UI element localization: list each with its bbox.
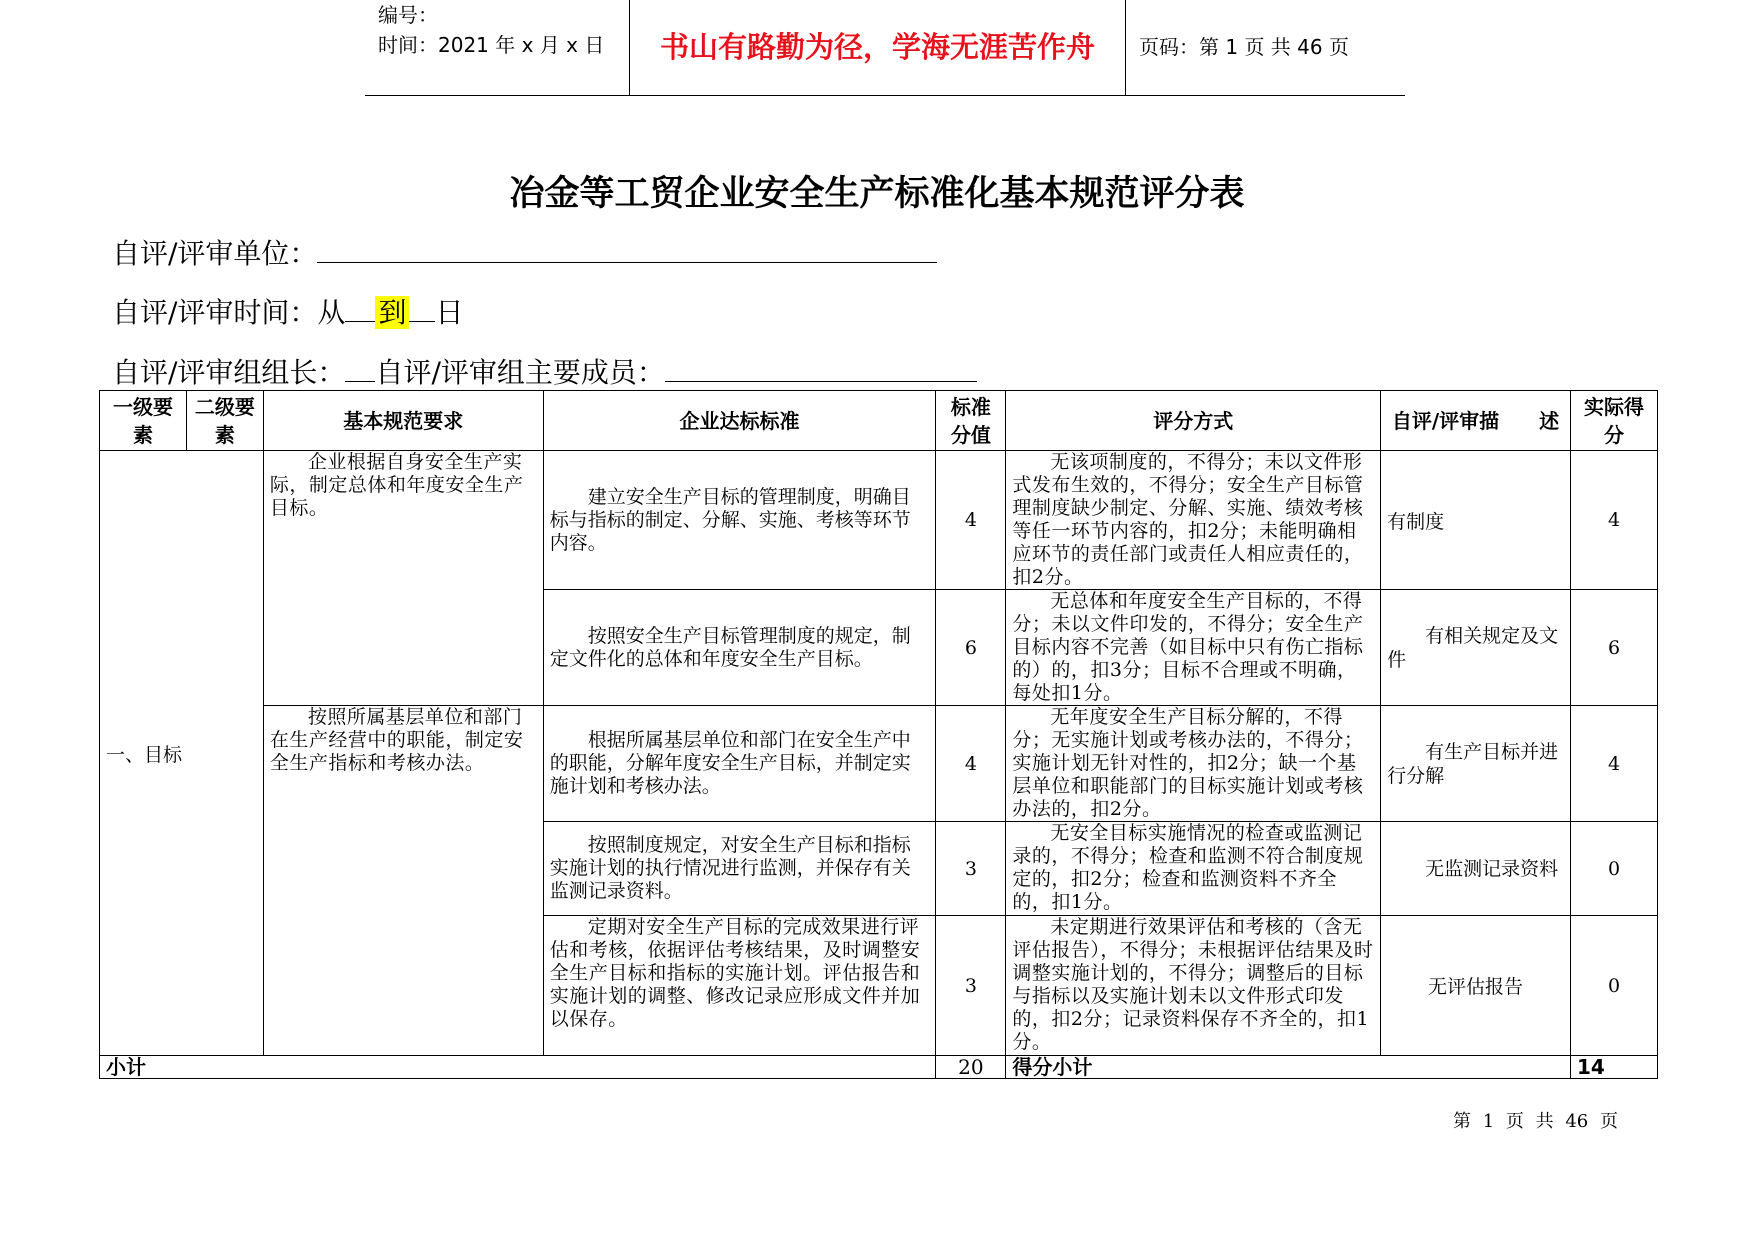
method-cell: 无总体和年度安全生产目标的，不得分；未以文件印发的，不得分；安全生产目标内容不完善（如目标中只有伤亡指标的）的，扣3分；目标不合理或不明确，每处扣1分。 [1006, 590, 1381, 706]
number-label: 编号： [378, 3, 438, 27]
col-standard: 企业达标标准 [543, 391, 936, 451]
page-footer: 第 1 页 共 46 页 [1453, 1111, 1618, 1132]
from-blank [345, 293, 375, 322]
team-line [112, 351, 977, 391]
unit-label: 自评/评审单位： [112, 237, 318, 270]
col-score: 实际得分 [1570, 391, 1657, 451]
method-cell: 未定期进行效果评估和考核的（含无评估报告），不得分；未根据评估结果及时调整实施计划的，不得分；调整后的目标与指标以及实施计划未以文件形式印发的，扣2分；记录资料保存不齐全的，扣1分。 [1006, 916, 1381, 1056]
desc-cell: 有制度 [1381, 451, 1571, 590]
points-cell: 3 [936, 916, 1006, 1056]
points-cell: 6 [936, 590, 1006, 706]
requirement-cell: 企业根据自身安全生产实际，制定总体和年度安全生产目标。 [263, 451, 543, 706]
method-cell: 无安全目标实施情况的检查或监测记录的，不得分；检查和监测不符合制度规定的，扣2分；检查和监测资料不齐全的，扣1分。 [1006, 822, 1381, 916]
points-cell: 4 [936, 706, 1006, 822]
col-points: 标准分值 [936, 391, 1006, 451]
time-label: 时间：2021 年 x 月 x 日 [378, 33, 605, 57]
table-row [100, 706, 1658, 822]
eval-time-label: 自评/评审时间：从 [112, 296, 346, 329]
unit-line [112, 232, 937, 272]
members-label: 自评/评审组主要成员： [375, 356, 665, 389]
standard-cell: 定期对安全生产目标的完成效果进行评估和考核，依据评估考核结果，及时调整安全生产目标和指标的实施计划。评估报告和实施计划的调整、修改记录应形成文件并加以保存。 [543, 916, 936, 1056]
subtotal-points: 20 [936, 1056, 1006, 1079]
points-cell: 4 [936, 451, 1006, 590]
col-method: 评分方式 [1006, 391, 1381, 451]
method-cell: 无该项制度的，不得分；未以文件形式发布生效的，不得分；安全生产目标管理制度缺少制定、分解、实施、绩效考核等任一环节内容的，扣2分；未能明确相应环节的责任部门或责任人相应责任的，扣2分。 [1006, 451, 1381, 590]
leader-label: 自评/评审组组长： [112, 356, 346, 389]
standard-cell: 根据所属基层单位和部门在安全生产中的职能，分解年度安全生产目标，并制定实施计划和考核办法。 [543, 706, 936, 822]
score-cell: 4 [1570, 706, 1657, 822]
desc-cell: 无监测记录资料 [1381, 822, 1571, 916]
slogan: 书山有路勤为径，学海无涯苦作舟 [630, 0, 1126, 95]
standard-cell: 按照安全生产目标管理制度的规定，制定文件化的总体和年度安全生产目标。 [543, 590, 936, 706]
members-blank [665, 353, 977, 382]
leader-blank [345, 353, 375, 382]
score-cell: 6 [1570, 590, 1657, 706]
score-subtotal: 14 [1570, 1056, 1657, 1079]
desc-cell: 有生产目标并进行分解 [1381, 706, 1571, 822]
document-title: 冶金等工贸企业安全生产标准化基本规范评分表 [509, 173, 1245, 214]
score-cell: 0 [1570, 916, 1657, 1056]
score-subtotal-label: 得分小计 [1006, 1056, 1571, 1079]
points-cell: 3 [936, 822, 1006, 916]
standard-cell: 按照制度规定，对安全生产目标和指标实施计划的执行情况进行监测，并保存有关监测记录资料。 [543, 822, 936, 916]
header-meta [365, 0, 630, 95]
score-cell: 0 [1570, 822, 1657, 916]
subtotal-row [100, 1056, 1658, 1079]
element-cell [100, 451, 264, 1056]
col-level1: 一级要素 [100, 391, 187, 451]
score-table [99, 390, 1658, 1079]
desc-cell: 有相关规定及文件 [1381, 590, 1571, 706]
to-blank [409, 293, 435, 322]
document-header [365, 0, 1405, 96]
unit-blank [317, 234, 937, 263]
col-level2: 二级要素 [186, 391, 263, 451]
col-self-eval: 自评/评审描 述 [1381, 391, 1571, 451]
time-line [112, 291, 463, 331]
table-header-row [100, 391, 1658, 451]
table-row [100, 451, 1658, 590]
page-info: 页码：第 1 页 共 46 页 [1139, 35, 1349, 59]
standard-cell: 建立安全生产目标的管理制度，明确目标与指标的制定、分解、实施、考核等环节内容。 [543, 451, 936, 590]
element-label: 一、目标 [106, 743, 183, 766]
col-requirement: 基本规范要求 [263, 391, 543, 451]
to-label: 到 [375, 296, 409, 329]
desc-cell: 无评估报告 [1381, 916, 1571, 1056]
method-cell: 无年度安全生产目标分解的，不得分；无实施计划或考核办法的，不得分；实施计划无针对性的，扣2分；缺一个基层单位和职能部门的目标实施计划或考核办法的，扣2分。 [1006, 706, 1381, 822]
requirement-cell: 按照所属基层单位和部门在生产经营中的职能，制定安全生产指标和考核办法。 [263, 706, 543, 1056]
subtotal-label: 小计 [100, 1056, 936, 1079]
day-label: 日 [435, 296, 464, 329]
score-cell: 4 [1570, 451, 1657, 590]
